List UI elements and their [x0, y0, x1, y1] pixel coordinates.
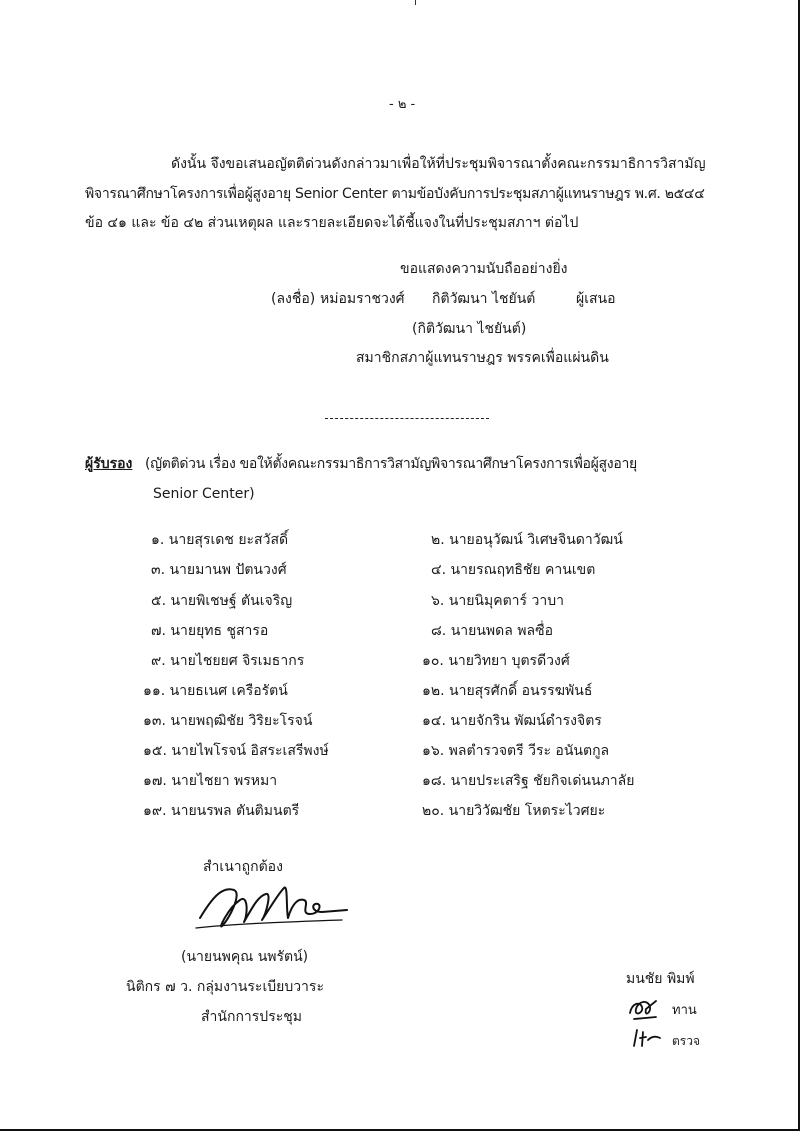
- certified-label: สำเนาถูกต้อง: [203, 859, 283, 875]
- page-number: - ๒ -: [389, 97, 416, 112]
- endorser-16: ๑๖. พลตำรวจตรี วีระ อนันตกูล: [422, 743, 610, 759]
- endorser-8: ๘. นายนพดล พลซื่อ: [431, 623, 553, 639]
- certifier-position: นิติกร ๗ ว. กลุ่มงานระเบียบวาระ: [126, 979, 324, 995]
- endorser-9: ๙. นายไชยยศ จิรเมธากร: [151, 653, 305, 669]
- endorser-11: ๑๑. นายธเนศ เครือรัตน์: [143, 683, 288, 699]
- signed-name: กิติวัฒนา ไชยันต์: [432, 291, 536, 307]
- proposer-position: สมาชิกสภาผู้แทนราษฎร พรรคเพื่อแผ่นดิน: [356, 350, 609, 366]
- checker-label: ทาน: [672, 1003, 697, 1018]
- verifier-initials: [628, 1026, 662, 1050]
- top-tick: [415, 0, 416, 5]
- handwritten-signature: [192, 878, 352, 938]
- certifier-office: สำนักการประชุม: [201, 1009, 302, 1025]
- endorser-6: ๖. นายนิมุคตาร์ วาบา: [431, 593, 564, 609]
- certifier-name: (นายนพคุณ นพรัตน์): [181, 949, 309, 965]
- endorser-15: ๑๕. นายไพโรจน์ อิสระเสรีพงษ์: [143, 743, 329, 759]
- endorser-20: ๒๐. นายวิวัฒชัย โหตระไวศยะ: [422, 803, 606, 819]
- endorser-2: ๒. นายอนุวัฒน์ วิเศษจินดาวัฒน์: [431, 532, 623, 548]
- endorser-10: ๑๐. นายวิทยา บุตรดีวงศ์: [422, 653, 570, 669]
- endorser-5: ๕. นายพิเชษฐ์ ตันเจริญ: [151, 593, 293, 609]
- closing-respect: ขอแสดงความนับถืออย่างยิ่ง: [400, 261, 568, 277]
- endorser-3: ๓. นายมานพ ปัตนวงศ์: [151, 562, 287, 578]
- endorsers-heading: ผู้รับรอง: [85, 456, 133, 472]
- signed-title: หม่อมราชวงศ์: [320, 291, 405, 307]
- divider: [325, 418, 489, 419]
- signed-label: (ลงชื่อ): [271, 291, 316, 307]
- endorser-4: ๔. นายรณฤทธิชัย คานเขต: [431, 562, 596, 578]
- endorser-19: ๑๙. นายนรพล ตันติมนตรี: [143, 803, 300, 819]
- checker-initials: [626, 995, 662, 1023]
- body-line-2: พิจารณาศึกษาโครงการเพื่อผู้สูงอายุ Senior Center ตามข้อบังคับการประชุมสภาผู้แทนราษฎร พ.ศ. ๒๕๔๔: [85, 186, 705, 202]
- endorser-14: ๑๔. นายจักริน พัฒน์ดำรงจิตร: [422, 713, 602, 729]
- proposer-name: (กิติวัฒนา ไชยันต์): [412, 321, 527, 337]
- body-line-1: ดังนั้น จึงขอเสนอญัตติด่วนดังกล่าวมาเพื่อให้ที่ประชุมพิจารณาตั้งคณะกรรมาธิการวิสามัญ: [171, 156, 706, 172]
- endorser-1: ๑. นายสุรเดช ยะสวัสดิ์: [151, 532, 289, 548]
- typist-line: มนชัย พิมพ์: [626, 971, 695, 987]
- endorsers-subject-1: (ญัตติด่วน เรื่อง ขอให้ตั้งคณะกรรมาธิการวิสามัญพิจารณาศึกษาโครงการเพื่อผู้สูงอายุ: [145, 456, 637, 472]
- body-line-3: ข้อ ๔๑ และ ข้อ ๔๒ ส่วนเหตุผล และรายละเอียดจะได้ชี้แจงในที่ประชุมสภาฯ ต่อไป: [85, 215, 579, 231]
- proposer-label: ผู้เสนอ: [576, 291, 616, 307]
- endorser-18: ๑๘. นายประเสริฐ ชัยกิจเด่นนภาลัย: [422, 773, 635, 789]
- endorser-17: ๑๗. นายไชยา พรหมา: [143, 773, 278, 789]
- endorsers-subject-2: Senior Center): [153, 486, 255, 502]
- endorser-12: ๑๒. นายสุรศักดิ์ อนรรฆพันธ์: [422, 683, 593, 699]
- endorser-7: ๗. นายยุทธ ชูสารอ: [151, 623, 269, 639]
- verifier-label: ตรวจ: [672, 1034, 701, 1048]
- endorser-13: ๑๓. นายพฤฒิชัย วิริยะโรจน์: [143, 713, 313, 729]
